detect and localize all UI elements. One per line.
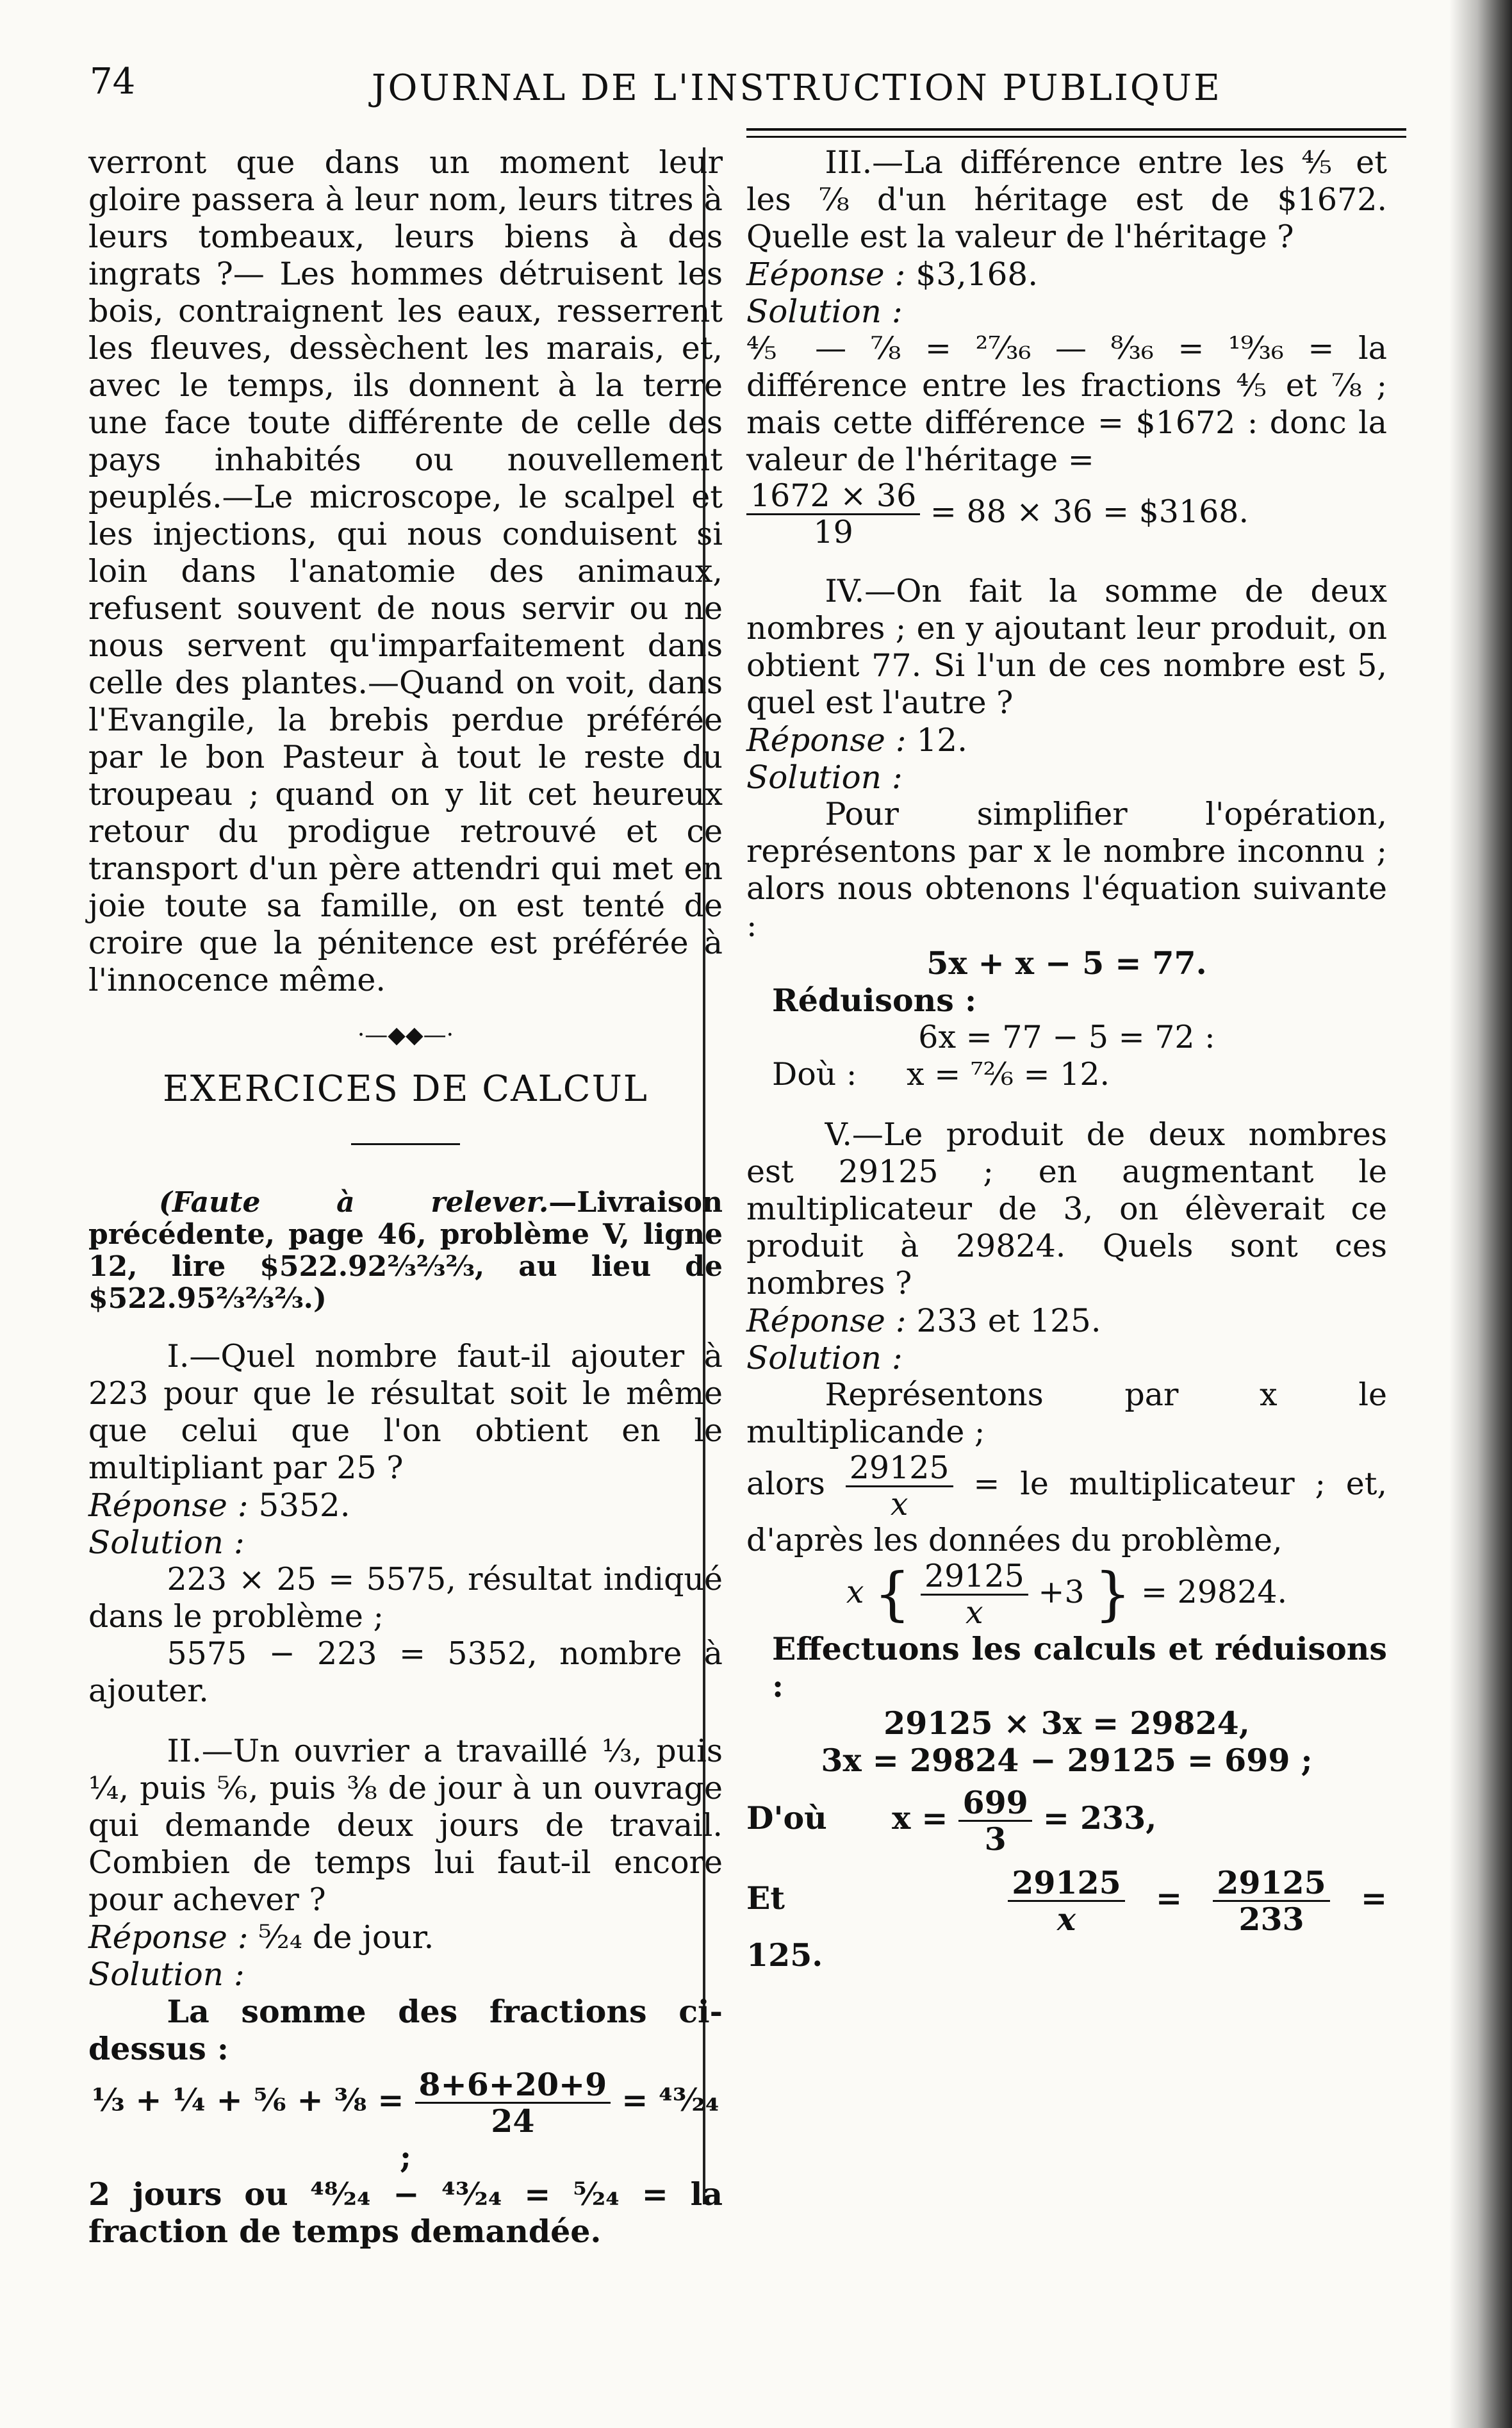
denominator: 3: [984, 1821, 1007, 1858]
section-title: EXERCICES DE CALCUL: [163, 1068, 648, 1110]
alors-word: alors: [746, 1466, 825, 1502]
answer-label: Réponse :: [746, 722, 907, 759]
fraction: [921, 1559, 1028, 1630]
denominator: x: [966, 1594, 983, 1631]
scanned-page-edge: [1449, 0, 1512, 2428]
problem-4-answer: [746, 722, 1387, 759]
eq-right: = 29824.: [1141, 1574, 1288, 1610]
numerator: 699: [958, 1785, 1031, 1822]
denominator: 19: [813, 514, 853, 550]
fraction: [746, 479, 920, 550]
denominator: 24: [491, 2102, 535, 2140]
denominator: 233: [1238, 1901, 1304, 1938]
problem-5-equation-4-line: [746, 1785, 1387, 1856]
equation-right: = 88 × 36 = $3168.: [930, 493, 1249, 530]
equation-right: = ⁴³⁄₂₄ ;: [399, 2081, 719, 2176]
problem-4-equation-1: 5x + x − 5 = 77.: [926, 945, 1207, 982]
left-column: [88, 144, 723, 2250]
page-number: 74: [90, 61, 136, 103]
problem-5-equation-1: [746, 1559, 1387, 1630]
eq-mid: +3: [1038, 1574, 1085, 1610]
problem-3-solution-label: Solution :: [746, 293, 903, 330]
problem-1-line-2: 5575 − 223 = 5352, nombre à ajouter.: [88, 1635, 723, 1709]
problem-5-equation-5-line: [746, 1865, 1387, 1974]
ornament-divider: ·—◆◆—·: [357, 1022, 454, 1048]
problem-5-answer: [746, 1302, 1387, 1339]
x-equals: x =: [892, 1799, 948, 1837]
equals-sign: =: [1155, 1879, 1183, 1917]
answer-label: Réponse :: [88, 1487, 249, 1524]
problem-3-answer: [746, 256, 1387, 293]
left-brace: {: [874, 1560, 911, 1628]
alors-right: = le multiplicateur ; et, d'après les données du problème,: [746, 1466, 1388, 1558]
numerator: 29125: [921, 1559, 1028, 1596]
answer-value: 5352.: [258, 1487, 350, 1524]
equation-right: = 233,: [1042, 1799, 1157, 1837]
right-brace: }: [1094, 1560, 1131, 1628]
equation-right: = 125.: [746, 1879, 1388, 1974]
numerator: 29125: [846, 1451, 953, 1487]
answer-value: $3,168.: [916, 256, 1039, 293]
fraction: [958, 1785, 1031, 1856]
problem-4-solution-label: Solution :: [746, 759, 903, 796]
problem-5-solution-label: Solution :: [746, 1339, 903, 1376]
problem-5-text: V.—Le produit de deux nombres est 29125 ; en augmentant le multiplicateur de 3, on élèverait ce produit à 29824. Quels sont ces nombres ?: [746, 1116, 1387, 1301]
problem-2-text: II.—Un ouvrier a travaillé ⅓, puis ¼, puis ⅚, puis ⅜ de jour à un ouvrage qui demande deux jours de travail. Combien de temps lui faut-il encore pour achever ?: [88, 1733, 723, 1918]
problem-3-fraction-line: [746, 479, 1387, 550]
problem-5-equation-3: 3x = 29824 − 29125 = 699 ;: [821, 1742, 1313, 1779]
numerator: 1672 × 36: [746, 479, 920, 515]
equation-3: x = ⁷²⁄₆ = 12.: [907, 1056, 1110, 1093]
label-et: Et: [746, 1879, 785, 1917]
denominator: x: [1056, 1901, 1076, 1938]
answer-value: 12.: [916, 722, 967, 759]
problem-1-text: I.—Quel nombre faut-il ajouter à 223 pour que le résultat soit le même que celui que l'on obtient en le multipliant par 25 ?: [88, 1338, 723, 1486]
problem-4-reduce: Réduisons :: [772, 982, 977, 1019]
answer-label: Réponse :: [88, 1919, 249, 1956]
problem-4-equation-2: 6x = 77 − 5 = 72 :: [918, 1019, 1215, 1055]
numerator: 29125: [1213, 1865, 1329, 1902]
prose-paragraph: verront que dans un moment leur gloire passera à leur nom, leurs titres à leurs tombeaux, leurs biens à des ingrats ?— Les hommes détruisent les bois, contraignent les eaux, resserrent les fleuves, dessèchent les marais, et, avec le temps, ils donnent à la terre une face toute différente de celle des pays inhabités ou nouvellement peuplés.—Le microscope, le scalpel et les injections, qui nous conduisent si loin dans l'anatomie des animaux, refusent souvent de nous servir ou ne nous servent qu'imparfaitement dans celle des plantes.—Quand on voit, dans l'Evangile, la brebis perdue préférée par le bon Pasteur à tout le reste du troupeau ; quand on y lit cet heureux retour du prodigue retrouvé et ce transport d'un père attendri qui met en joie toute sa famille, on est tenté de croire que la pénitence est préférée à l'innocence même.: [88, 144, 723, 998]
problem-4-text: IV.—On fait la somme de deux nombres ; en y ajoutant leur produit, on obtient 77. Si l'un de ces nombre est 5, quel est l'autre ?: [746, 573, 1387, 721]
problem-2-sum-intro: La somme des fractions ci-dessus :: [88, 1993, 723, 2067]
numerator: 29125: [1008, 1865, 1124, 1902]
page-header: [90, 61, 1403, 119]
denominator: x: [890, 1486, 908, 1523]
header-rule-top: [746, 128, 1406, 131]
section-rule: [351, 1143, 460, 1145]
problem-1-line-1: 223 × 25 = 5575, résultat indiqué dans le problème ;: [88, 1561, 723, 1635]
problem-4-equation-3-line: [772, 1056, 1387, 1093]
eq-x: x: [846, 1574, 864, 1610]
problem-5-intro: Représentons par x le multiplicande ;: [746, 1376, 1387, 1450]
errata-note: [88, 1187, 723, 1315]
problem-2-final: 2 jours ou ⁴⁸⁄₂₄ − ⁴³⁄₂₄ = ⁵⁄₂₄ = la fraction de temps demandée.: [88, 2176, 723, 2250]
numerator: 8+6+20+9: [415, 2067, 611, 2104]
label-dou: Doù :: [772, 1056, 857, 1093]
problem-1-solution-label: Solution :: [88, 1524, 245, 1561]
problem-3-text: III.—La différence entre les ⅘ et les ⅞ d'un héritage est de $1672. Quelle est la valeur de l'héritage ?: [746, 144, 1387, 255]
errata-italic: (Faute à relever.: [159, 1186, 549, 1219]
answer-value: 233 et 125.: [916, 1302, 1101, 1339]
equation-left: ⅓ + ¼ + ⅚ + ⅜ =: [92, 2081, 404, 2118]
problem-4-intro: Pour simplifier l'opération, représentons par x le nombre inconnu ; alors nous obtenons l'équation suivante :: [746, 796, 1387, 944]
problem-5-alors-line: [746, 1451, 1387, 1559]
problem-2-solution-label: Solution :: [88, 1956, 245, 1993]
fraction: [1008, 1865, 1124, 1937]
answer-label: Réponse :: [746, 1302, 907, 1339]
answer-label: Eéponse :: [746, 256, 906, 293]
right-column: [746, 144, 1387, 1974]
problem-3-line-1: ⅘ — ⅞ = ²⁷⁄₃₆ — ⁸⁄₃₆ = ¹⁹⁄₃₆ = la différence entre les fractions ⅘ et ⅞ ; mais cette différence = $1672 : donc la valeur de l'héritage =: [746, 330, 1387, 478]
fraction: [846, 1451, 953, 1522]
header-rule-bottom: [746, 136, 1406, 138]
fraction: [415, 2067, 611, 2138]
problem-2-answer: [88, 1919, 723, 1956]
problem-5-equation-2: 29125 × 3x = 29824,: [883, 1705, 1250, 1742]
label-dou: D'où: [746, 1799, 827, 1837]
running-title: JOURNAL DE L'INSTRUCTION PUBLIQUE: [372, 67, 1222, 109]
errata-text: —Livraison précédente, page 46, problème V, ligne 12, lire $522.92⅔⅔⅔, au lieu de $522.95⅔⅔⅔.): [88, 1186, 723, 1315]
fraction: [1213, 1865, 1329, 1937]
problem-5-effect: Effectuons les calculs et réduisons :: [772, 1630, 1387, 1705]
answer-value: ⁵⁄₂₄ de jour.: [258, 1919, 434, 1956]
problem-2-equation: [88, 2067, 723, 2176]
problem-1-answer: [88, 1487, 723, 1524]
